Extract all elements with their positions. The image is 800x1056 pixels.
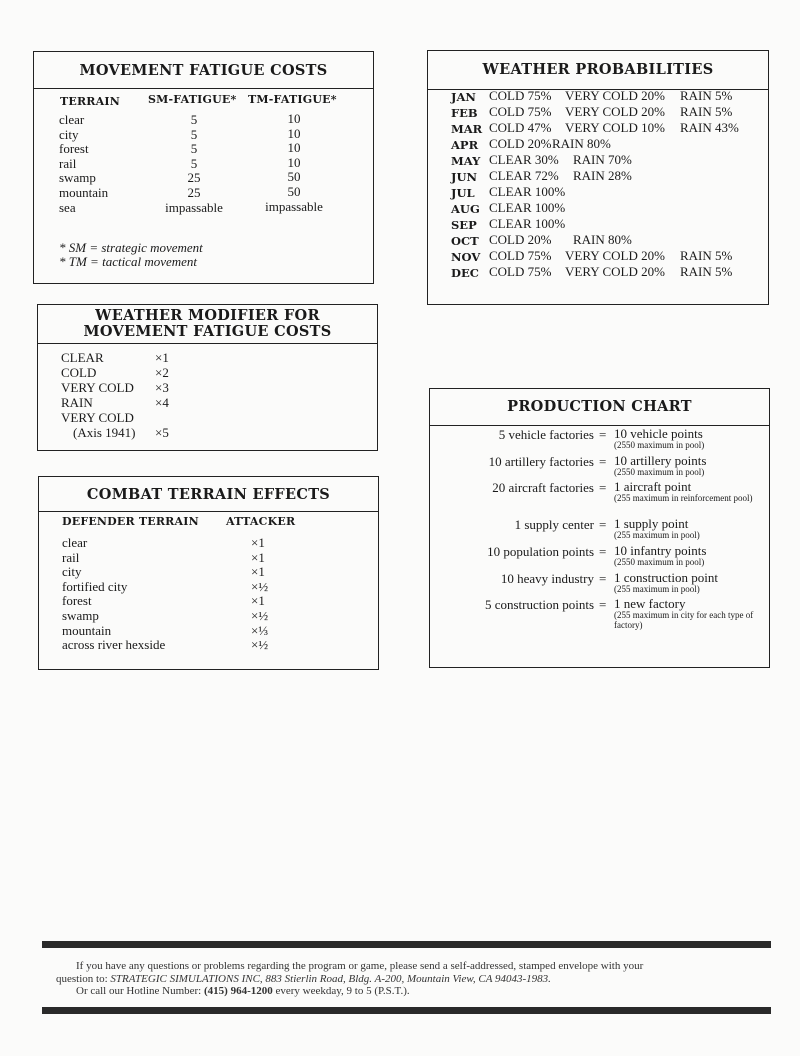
weather-month-label: JAN (451, 90, 476, 104)
weather-month-label: JUN (451, 170, 477, 184)
production-output: 1 construction point (614, 570, 718, 585)
movement-sm-cell: 25 (187, 185, 201, 200)
weather-modifier-value: ×1 (155, 350, 169, 365)
movement-terrain-cell: sea (59, 199, 76, 215)
weather-prob-a: COLD 20% (489, 136, 552, 151)
weather-prob-b: RAIN 80% (573, 232, 632, 247)
movement-sm-cell: 5 (190, 141, 198, 157)
combat-terrain-cell: fortified city (62, 578, 128, 594)
production-chart-title: PRODUCTION CHART (430, 389, 769, 426)
production-equals-sign: = (599, 544, 607, 559)
weather-prob-a: COLD 20% (489, 232, 552, 247)
movement-sm-cell: 5 (190, 155, 198, 171)
movement-tm-cell: impassable (265, 198, 323, 214)
movement-terrain-cell: forest (59, 141, 89, 157)
weather-prob-b: RAIN 80% (552, 136, 611, 151)
weather-prob-a: CLEAR 100% (489, 200, 566, 215)
production-input: 20 aircraft factories (492, 480, 594, 495)
movement-tm-cell: 10 (287, 125, 301, 141)
weather-prob-b: VERY COLD 20% (565, 88, 665, 103)
production-input: 10 artillery factories (488, 454, 594, 469)
movement-sm-cell: 25 (187, 170, 201, 186)
combat-terrain-cell: mountain (62, 622, 112, 638)
production-pool-note: (255 maximum in city for each type of factory) (614, 610, 754, 630)
footer-hotline-number: (415) 964-1200 (204, 985, 273, 997)
footer-line3-suffix: every weekday, 9 to 5 (P.S.T.). (272, 985, 410, 997)
combat-terrain-cell: city (62, 564, 82, 580)
weather-modifier-value: ×4 (155, 395, 169, 410)
movement-terrain-cell: mountain (59, 185, 109, 200)
footer-contact-text (56, 960, 768, 998)
movement-tm-cell: 10 (287, 111, 301, 126)
weather-month-label: MAY (451, 154, 481, 168)
movement-terrain-cell: swamp (59, 170, 96, 186)
footer-top-rule (42, 941, 771, 948)
movement-header-terrain: TERRAIN (60, 95, 120, 108)
weather-prob-b: VERY COLD 20% (565, 248, 665, 263)
movement-tm-cell: 10 (287, 140, 301, 156)
production-output: 1 new factory (614, 596, 686, 611)
weather-month-label: DEC (451, 266, 479, 280)
combat-terrain-cell: forest (62, 593, 92, 609)
weather-modifier-value: ×3 (155, 380, 169, 395)
footer-address: STRATEGIC SIMULATIONS INC, 883 Stierlin Road, Bldg. A-200, Mountain View, CA 94043-1983. (110, 972, 551, 985)
footer-line3 (56, 985, 768, 998)
weather-modifier-title (38, 305, 377, 344)
combat-terrain-cell: clear (62, 535, 88, 550)
weather-prob-b: VERY COLD 10% (565, 120, 665, 135)
combat-terrain-cell: swamp (62, 608, 99, 623)
production-pool-note: (2550 maximum in pool) (614, 557, 705, 567)
weather-prob-a: CLEAR 30% (489, 152, 559, 167)
weather-prob-c: RAIN 5% (680, 264, 733, 279)
footer-line2 (56, 973, 768, 986)
weather-month-label: FEB (451, 106, 478, 120)
weather-modifier-label: CLEAR (61, 350, 104, 365)
production-pool-note: (255 maximum in pool) (614, 584, 700, 594)
movement-terrain-cell: city (59, 126, 79, 142)
movement-tm-cell: 10 (287, 154, 301, 170)
combat-attacker-cell: ×1 (251, 564, 265, 580)
movement-tm-cell: 50 (287, 169, 301, 185)
weather-prob-a: COLD 75% (489, 248, 552, 263)
combat-terrain-cell: rail (62, 549, 80, 565)
weather-prob-b: RAIN 28% (573, 168, 632, 183)
weather-modifier-label: RAIN (61, 395, 93, 410)
production-equals-sign: = (599, 571, 607, 586)
production-output: 1 aircraft point (614, 479, 692, 494)
footer-line1: If you have any questions or problems regarding the program or game, please send a self-addressed, stamped envelope with your (76, 960, 644, 972)
weather-prob-a: COLD 75% (489, 88, 552, 103)
weather-modifier-value: ×5 (155, 425, 169, 440)
footer-bottom-rule (42, 1007, 771, 1014)
production-pool-note: (2550 maximum in pool) (614, 467, 705, 477)
weather-probabilities-title: WEATHER PROBABILITIES (428, 51, 768, 90)
weather-month-label: OCT (451, 234, 479, 248)
weather-prob-a: COLD 47% (489, 120, 552, 135)
production-pool-note: (255 maximum in reinforcement pool) (614, 493, 753, 503)
combat-terrain-cell: across river hexside (62, 637, 166, 653)
production-equals-sign: = (599, 597, 607, 612)
combat-attacker-cell: ×1 (251, 593, 265, 609)
weather-month-label: SEP (451, 218, 477, 232)
production-equals-sign: = (599, 454, 607, 469)
weather-prob-c: RAIN 5% (680, 248, 733, 263)
production-output: 1 supply point (614, 516, 689, 531)
movement-note-tm: * TM = tactical movement (59, 254, 198, 269)
production-pool-note: (2550 maximum in pool) (614, 440, 705, 450)
weather-modifier-label: VERY COLD (61, 380, 134, 395)
combat-attacker-cell: ×1 (251, 549, 265, 565)
movement-header-tm: TM-FATIGUE* (248, 93, 337, 106)
production-input: 10 heavy industry (500, 571, 594, 586)
production-input: 5 vehicle factories (498, 427, 594, 442)
combat-attacker-cell: ×½ (251, 637, 269, 653)
movement-sm-cell: impassable (165, 199, 223, 215)
production-input: 1 supply center (514, 517, 594, 532)
weather-prob-a: COLD 75% (489, 104, 552, 119)
weather-prob-c: RAIN 5% (680, 88, 733, 103)
weather-month-label: AUG (451, 202, 480, 216)
production-equals-sign: = (599, 517, 607, 532)
weather-modifier-label: (Axis 1941) (73, 425, 136, 440)
combat-attacker-cell: ×1 (251, 535, 265, 550)
weather-month-label: NOV (451, 250, 481, 264)
weather-prob-a: COLD 75% (489, 264, 552, 279)
weather-prob-a: CLEAR 100% (489, 184, 566, 199)
weather-month-label: JUL (451, 186, 475, 200)
weather-modifier-value: ×2 (155, 365, 169, 380)
weather-month-label: MAR (451, 122, 483, 136)
weather-month-label: APR (451, 138, 479, 152)
combat-attacker-cell: ×½ (251, 578, 269, 594)
combat-header-attacker: ATTACKER (226, 515, 296, 528)
production-pool-note: (255 maximum in pool) (614, 530, 700, 540)
weather-prob-c: RAIN 43% (680, 120, 739, 135)
combat-attacker-cell: ×½ (251, 608, 269, 623)
production-input: 5 construction points (484, 597, 594, 612)
weather-prob-b: VERY COLD 20% (565, 104, 665, 119)
production-output: 10 infantry points (614, 543, 707, 558)
weather-prob-a: CLEAR 72% (489, 168, 559, 183)
weather-prob-a: CLEAR 100% (489, 216, 566, 231)
movement-sm-cell: 5 (190, 112, 198, 127)
footer-line3-prefix: Or call our Hotline Number: (76, 985, 204, 997)
weather-modifier-label: VERY COLD (61, 410, 134, 425)
production-equals-sign: = (599, 427, 607, 442)
production-output: 10 vehicle points (614, 426, 703, 441)
combat-attacker-cell: ×⅓ (251, 622, 269, 638)
movement-sm-cell: 5 (190, 126, 198, 142)
movement-header-sm: SM-FATIGUE* (148, 93, 237, 106)
movement-terrain-cell: rail (59, 155, 77, 171)
weather-modifier-title-line2: MOVEMENT FATIGUE COSTS (83, 323, 332, 340)
movement-note-sm: * SM = strategic movement (59, 240, 203, 255)
movement-fatigue-title: MOVEMENT FATIGUE COSTS (34, 52, 373, 89)
weather-prob-c: RAIN 5% (680, 104, 733, 119)
footer-line2-prefix: question to: (56, 972, 111, 985)
movement-tm-cell: 50 (287, 184, 301, 199)
production-output: 10 artillery points (614, 453, 707, 468)
weather-prob-b: VERY COLD 20% (565, 264, 665, 279)
weather-modifier-title-line1: WEATHER MODIFIER FOR (95, 307, 320, 324)
combat-header-defender: DEFENDER TERRAIN (62, 515, 199, 528)
combat-terrain-title: COMBAT TERRAIN EFFECTS (39, 477, 378, 512)
weather-modifier-label: COLD (61, 365, 97, 380)
weather-prob-b: RAIN 70% (573, 152, 632, 167)
production-input: 10 population points (487, 544, 594, 559)
movement-terrain-cell: clear (59, 112, 85, 127)
production-equals-sign: = (599, 480, 607, 495)
